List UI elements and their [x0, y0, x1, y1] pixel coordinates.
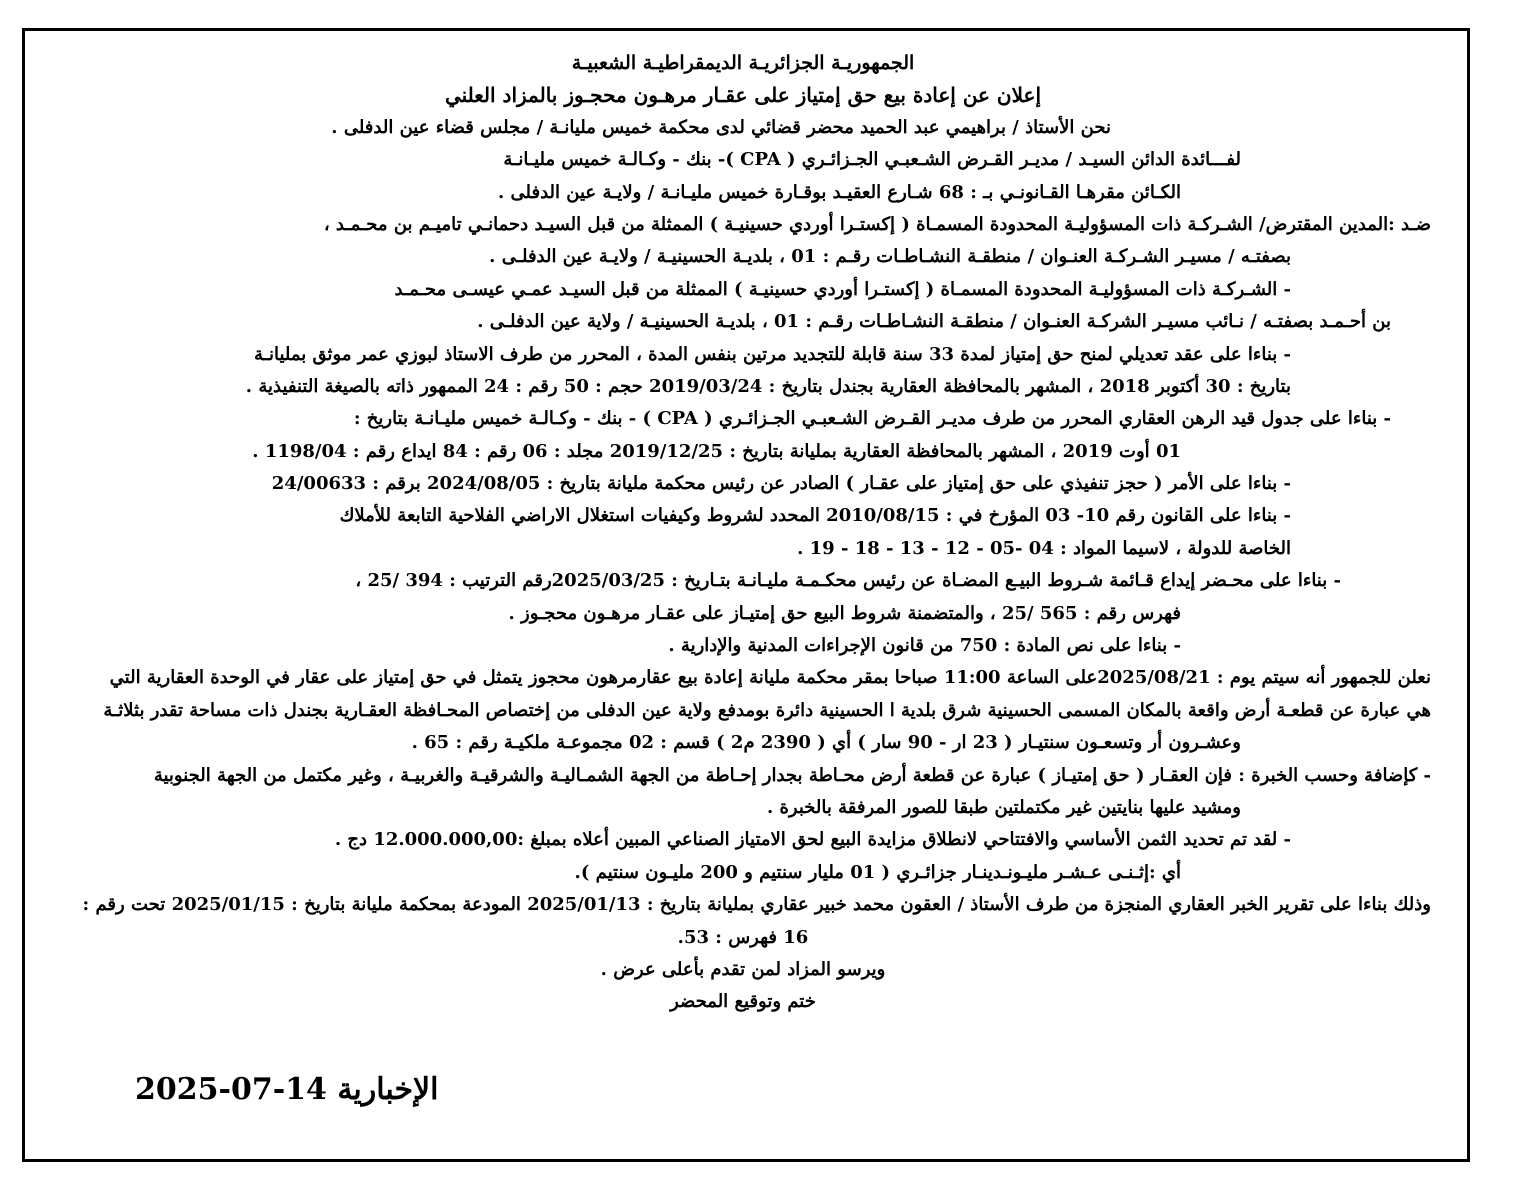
newspaper-source-date: الإخبارية 14-07-2025 — [135, 1072, 439, 1107]
body-line: نعلن للجمهور أنه سيتم يوم : 2025/08/21على الساعة 11:00 صباحا بمقر محكمة مليانة إعادة بيع عقارمرهون محجوز يتمثل في حق إمتياز على عقار في الوحدة العقارية التي — [109, 667, 1431, 689]
announcement-title: إعلان عن إعادة بيع حق إمتياز على عقـار مرهـون محجـوز بالمزاد العلني — [444, 83, 1042, 108]
body-line: 16 فهرس : 53. — [677, 926, 809, 948]
body-line: الخاصة للدولة ، لاسيما المواد : 04 -05 - 12 - 13 - 18 - 19 . — [797, 537, 1291, 559]
notice-content — [55, 47, 1431, 1019]
body-line: - بناءا على نص المادة : 750 من قانون الإجراءات المدنية والإدارية . — [668, 635, 1181, 657]
body-line: - لقد تم تحديد الثمن الأساسي والافتتاحي لانطلاق مزايدة البيع لحق الامتياز الصناعي المبين أعلاه بمبلغ :12.000.000,00 دج . — [334, 829, 1291, 851]
republic-heading: الجمهوريـة الجزائريـة الديمقراطيـة الشعبيـة — [571, 52, 915, 74]
body-line: نحن الأستاذ / براهيمي عبد الحميد محضر قضائي لدى محكمة خميس مليانـة / مجلس قضاء عين الدفلى . — [331, 116, 1111, 138]
body-line: - بناءا على جدول قيد الرهن العقاري المحرر من طرف مديـر القـرض الشـعبـي الجـزائـري ( CPA ) - بنك - وكـالـة خميس مليـانـة بتاريخ : — [353, 408, 1391, 430]
body-line: لفـــائدة الدائن السيـد / مديـر القـرض الشـعبـي الجـزائـري ( CPA )- بنك - وكـالـة خميس مليـانـة — [503, 149, 1241, 171]
body-line: الكـائن مقرهـا القـانونـي بـ : 68 شـارع العقيـد بوقـارة خميس مليـانـة / ولايـة عين الدفلى . — [498, 181, 1181, 203]
closing-line: ويرسو المزاد لمن تقدم بأعلى عرض . — [600, 958, 886, 980]
body-line: - الشـركـة ذات المسؤوليـة المحدودة المسمـاة ( إكستـرا أوردي حسينيـة ) الممثلة من قبل السيـد عمـي عيسـى محـمـد — [394, 278, 1291, 300]
body-line: أي :إثـنـى عـشـر مليـونـدينـار جزائـري ( 01 مليار سنتيم و 200 مليـون سنتيم ). — [574, 861, 1181, 883]
body-line: ومشيد عليها بنايتين غير مكتملتين طبقا للصور المرفقة بالخبرة . — [766, 796, 1241, 818]
body-line: بن أحـمـد بصفتـه / نـائب مسيـر الشركـة العنـوان / منطقـة النشـاطـات رقـم : 01 ، بلديـة الحسينيـة / ولاية عين الدفلـى . — [477, 311, 1391, 333]
body-line: - بناءا على القانون رقم 10- 03 المؤرخ في : 2010/08/15 المحدد لشروط وكيفيات استغلال الاراضي الفلاحية التابعة للأملاك — [339, 505, 1291, 527]
body-line: - كإضافة وحسب الخبرة : فإن العقـار ( حق إمتيـاز ) عبارة عن قطعة أرض محـاطة بجدار إحـاطة من الجهة الشمـاليـة والشرقيـة والغربيـة ، وغير مكتمل من الجهة الجنوبية — [153, 764, 1431, 786]
body-line: - بناءا على محـضر إيداع قـائمة شـروط البيـع المضـاة عن رئيس محكـمـة مليـانـة بتـاريخ : 2025/03/25رقم الترتيب : 394 /25 ، — [355, 570, 1341, 592]
body-line: ضـد :المدين المقترض/ الشـركـة ذات المسؤوليـة المحدودة المسمـاة ( إكستـرا أوردي حسينيـة ) الممثلة من قبل السيـد دحمانـي تاميـم بن محـمـد ، — [323, 213, 1431, 235]
signature-line: ختم وتوقيع المحضر — [670, 991, 816, 1013]
body-line: بصفتـه / مسيـر الشـركـة العنـوان / منطقـة النشـاطـات رقـم : 01 ، بلديـة الحسينيـة / ولايـة عين الدفلـى . — [489, 246, 1291, 268]
body-line: وذلك بناءا على تقرير الخبر العقاري المنجزة من طرف الأستاذ / العقون محمد خبير عقاري بمليانة بتاريخ : 2025/01/13 المودعة بمحكمة مليانة بتاريخ : 2025/01/15 تحت رقم : — [82, 894, 1431, 916]
notice-frame — [22, 28, 1470, 1162]
body-line: فهرس رقم : 565 /25 ، والمتضمنة شروط البيع حق إمتيـاز على عقـار مرهـون محجـوز . — [508, 602, 1181, 624]
body-line: هي عبارة عن قطعـة أرض واقعة بالمكان المسمى الحسينية شرق بلدية ا الحسينية دائرة بومدفع ولاية عين الدفلى من إختصاص المحـافظة العقـارية بجندل ذات مساحة تقدر بثلاثـة — [103, 699, 1431, 721]
body-line: بتاريخ : 30 أكتوبر 2018 ، المشهر بالمحافظة العقارية بجندل بتاريخ : 2019/03/24 حجم : 50 رقم : 24 الممهور ذاته بالصيغة التنفيذية . — [245, 375, 1291, 397]
body-line: - بناءا على عقد تعديلي لمنح حق إمتياز لمدة 33 سنة قابلة للتجديد مرتين بنفس المدة ، المحرر من طرف الاستاذ لبوزي عمر موثق بمليانـة — [254, 343, 1291, 365]
body-line: - بناءا على الأمر ( حجز تنفيذي على حق إمتياز على عقـار ) الصادر عن رئيس محكمة مليانة بتاريخ : 2024/08/05 برقم : 24/00633 — [271, 473, 1291, 495]
body-line: وعشـرون أر وتسعـون سنتيـار ( 23 ار - 90 سار ) أي ( 2390 م2 ) قسم : 02 مجموعـة ملكيـة رقم : 65 . — [411, 732, 1241, 754]
body-line: 01 أوت 2019 ، المشهر بالمحافظة العقارية بمليانة بتاريخ : 2019/12/25 مجلد : 06 رقم : 84 ايداع رقم : 1198/04 . — [252, 440, 1181, 462]
